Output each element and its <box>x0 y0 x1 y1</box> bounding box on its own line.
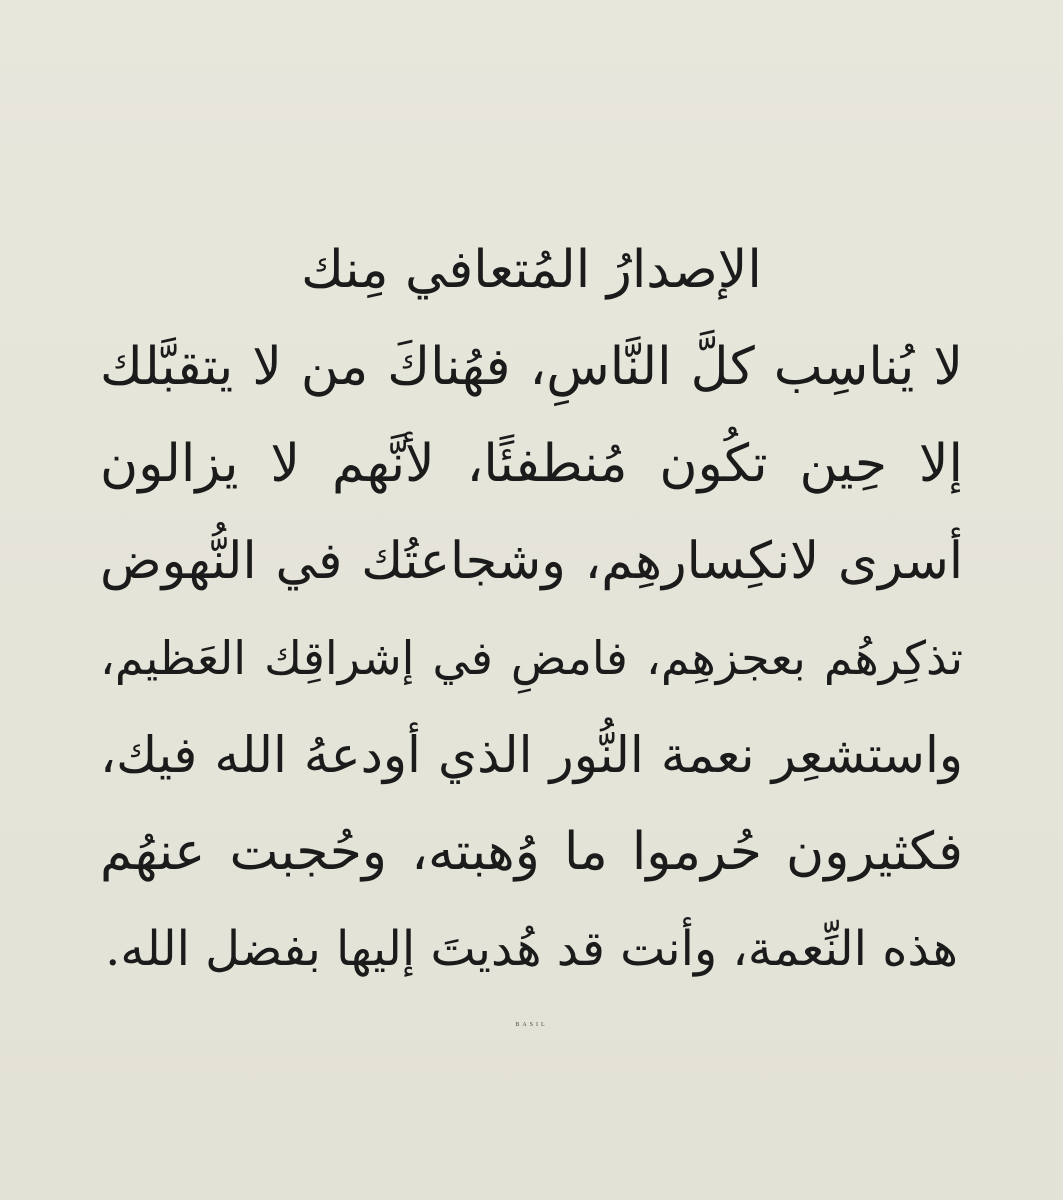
author-signature: BASIL <box>515 1022 548 1028</box>
quote-line-1: الإصدارُ المُتعافي مِنك <box>301 240 762 300</box>
quote-line-5: تذكِرهُم بعجزهِم، فامضِ في إشراقِك العَظيم، <box>100 631 963 685</box>
quote-text-block <box>100 222 963 998</box>
quote-line-2: لا يُناسِب كلَّ النَّاسِ، فهُناكَ من لا يتقبَّلك <box>100 337 963 397</box>
quote-line-6: واستشعِر نعمة النُّور الذي أودعهُ الله فيك، <box>100 726 963 784</box>
quote-line-7: فكثيرون حُرموا ما وُهبته، وحُجبت عنهُم <box>100 822 963 882</box>
quote-line-8: هذه النِّعمة، وأنت قد هُديتَ إليها بفضل الله. <box>105 921 958 977</box>
quote-line-4: أسرى لانكِسارهِم، وشجاعتُك في النُّهوض <box>100 532 963 591</box>
quote-line-3: إلا حِين تكُون مُنطفئًا، لأنَّهم لا يزالون <box>100 434 963 494</box>
